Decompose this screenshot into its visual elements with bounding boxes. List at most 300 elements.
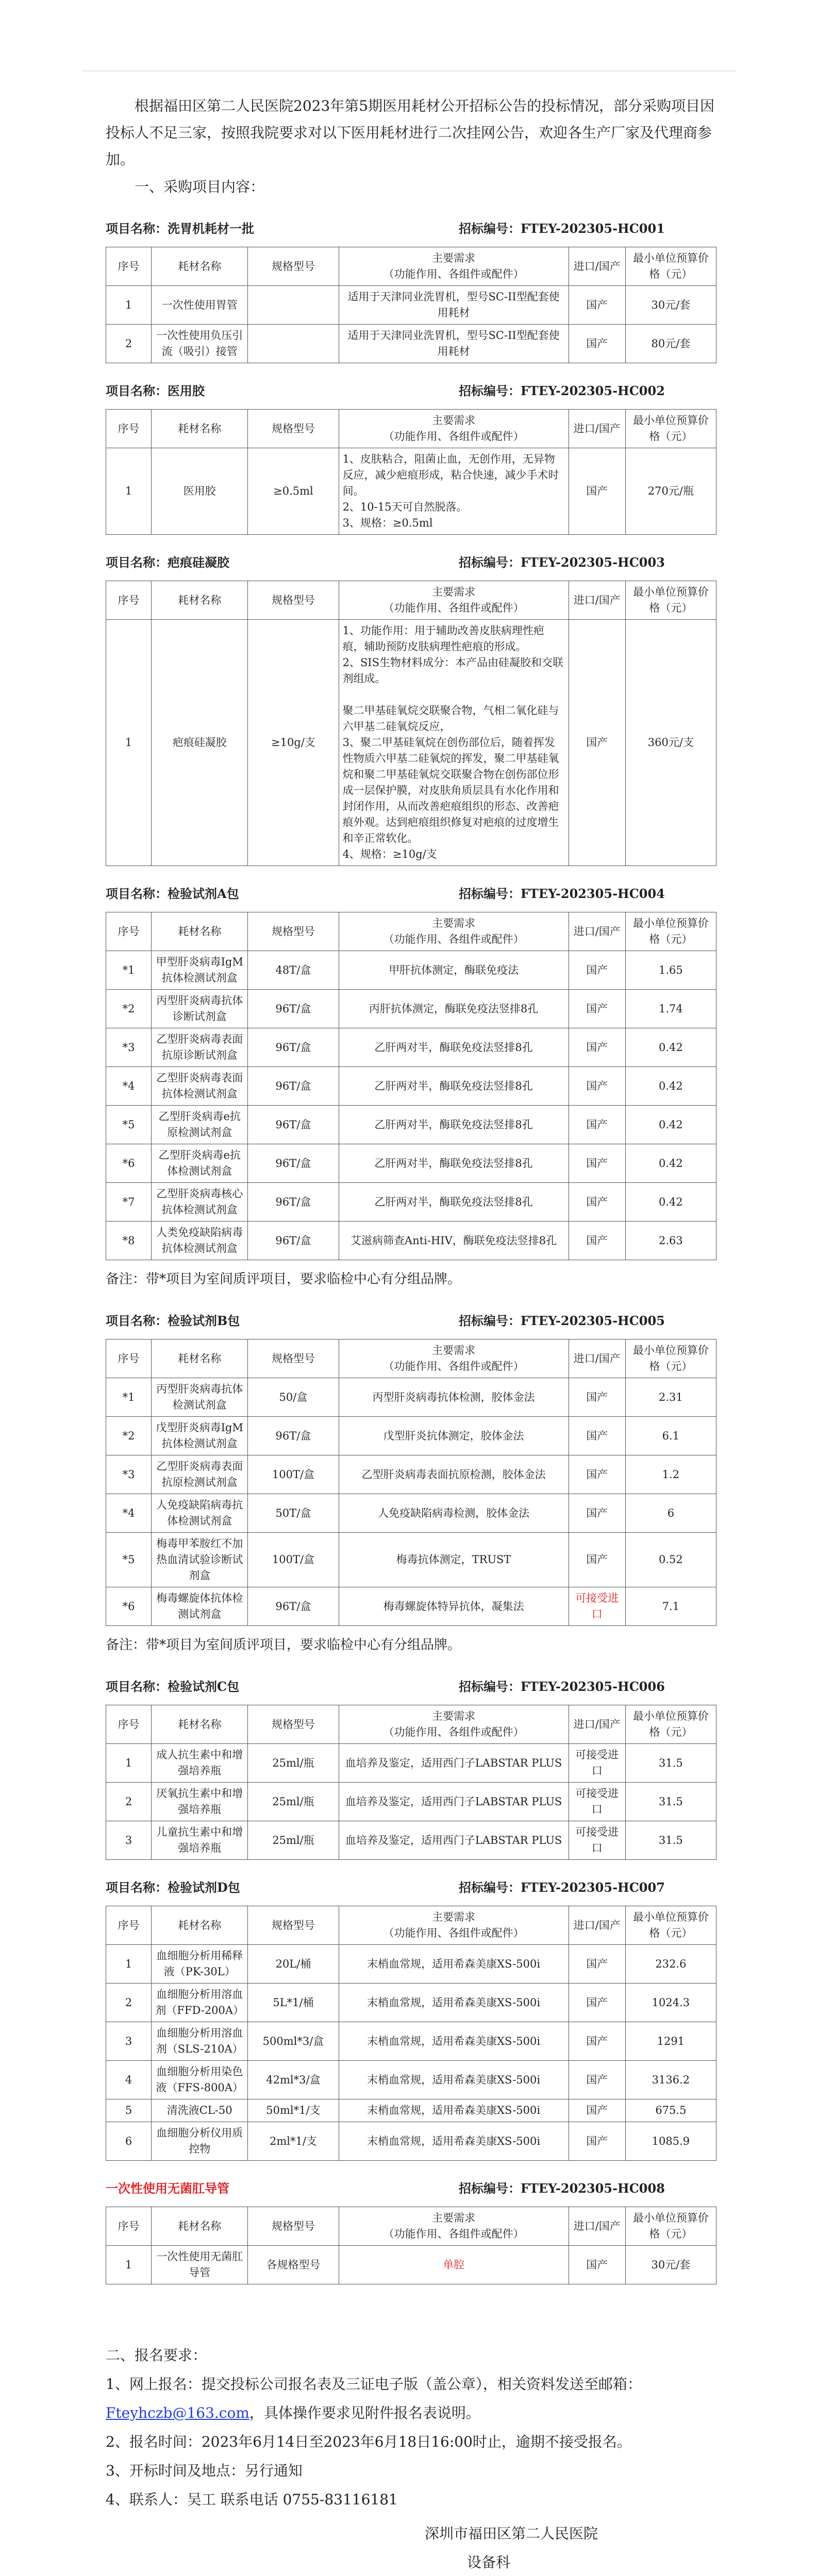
document-body bbox=[106, 93, 716, 2576]
column-header-price: 最小单位预算价格（元） bbox=[625, 912, 716, 951]
table-cell-spec: 50ml*1/支 bbox=[248, 2099, 339, 2122]
table-cell-req: 戊型肝炎抗体测定，胶体金法 bbox=[339, 1417, 569, 1455]
section-heading-1: 一、采购项目内容： bbox=[135, 178, 265, 195]
package-code: 招标编号：FTEY-202305-HC008 bbox=[459, 2181, 665, 2196]
table-cell-seq: 6 bbox=[106, 2122, 152, 2161]
table-cell-spec: 各规格型号 bbox=[248, 2246, 339, 2284]
table-cell-req: 人免疫缺陷病毒检测，胶体金法 bbox=[339, 1494, 569, 1533]
table-cell-spec: 25ml/瓶 bbox=[248, 1821, 339, 1860]
column-header-imp: 进口/国产 bbox=[569, 2207, 625, 2246]
table-cell-imp: 国产 bbox=[569, 620, 625, 866]
table-row bbox=[106, 1222, 716, 1260]
table-cell-name: 疤痕硅凝胶 bbox=[152, 620, 248, 866]
table-cell-spec: 2ml*1/支 bbox=[248, 2122, 339, 2161]
table-cell-price: 1.65 bbox=[625, 951, 716, 990]
table-cell-seq: 5 bbox=[106, 2099, 152, 2122]
table-cell-imp: 国产 bbox=[569, 2061, 625, 2099]
table-cell-name: 厌氧抗生素中和增强培养瓶 bbox=[152, 1783, 248, 1821]
table-cell-name: 乙型肝炎病毒e抗原检测试剂盒 bbox=[152, 1106, 248, 1144]
table-cell-imp: 国产 bbox=[569, 1028, 625, 1067]
table-header-row bbox=[106, 1340, 716, 1378]
package-header bbox=[106, 884, 716, 902]
table-cell-req: 血培养及鉴定，适用西门子LABSTAR PLUS bbox=[339, 1821, 569, 1860]
intro bbox=[106, 93, 716, 201]
table-cell-req: 艾滋病筛查Anti-HIV，酶联免疫法竖排8孔 bbox=[339, 1222, 569, 1260]
email-link[interactable]: Fteyhczb@163.com bbox=[106, 2404, 249, 2421]
package-note: 备注：带*项目为室间质评项目，要求临检中心有分组品牌。 bbox=[106, 1637, 461, 1653]
table-row bbox=[106, 1378, 716, 1417]
table-row bbox=[106, 1028, 716, 1067]
table-cell-req: 末梢血常规，适用希森美康XS-500i bbox=[339, 2022, 569, 2061]
table-row bbox=[106, 990, 716, 1028]
package-table bbox=[106, 2207, 716, 2284]
table-cell-name: 血细胞分析用染色液（FFS-800A） bbox=[152, 2061, 248, 2099]
table-header-row bbox=[106, 247, 716, 286]
column-header-price: 最小单位预算价格（元） bbox=[625, 1705, 716, 1744]
table-cell-price: 0.42 bbox=[625, 1106, 716, 1144]
column-header-imp: 进口/国产 bbox=[569, 1340, 625, 1378]
table-cell-imp: 可接受进口 bbox=[569, 1783, 625, 1821]
column-header-spec: 规格型号 bbox=[248, 410, 339, 448]
table-cell-imp: 国产 bbox=[569, 1533, 625, 1587]
table-row bbox=[106, 2061, 716, 2099]
package-table bbox=[106, 1339, 716, 1626]
table-cell-req: 末梢血常规，适用希森美康XS-500i bbox=[339, 1945, 569, 1984]
table-row bbox=[106, 325, 716, 363]
table-row bbox=[106, 1183, 716, 1222]
table-cell-spec: 48T/盒 bbox=[248, 951, 339, 990]
table-cell-price: 1.2 bbox=[625, 1455, 716, 1494]
table-cell-spec: 96T/盒 bbox=[248, 1183, 339, 1222]
table-cell-spec: 25ml/瓶 bbox=[248, 1744, 339, 1783]
table-cell-req: 适用于天津同业洗胃机，型号SC-II型配套使用耗材 bbox=[339, 325, 569, 363]
table-row bbox=[106, 620, 716, 866]
table-cell-seq: *1 bbox=[106, 951, 152, 990]
table-cell-req: 乙肝两对半，酶联免疫法竖排8孔 bbox=[339, 1183, 569, 1222]
table-cell-req: 乙肝两对半，酶联免疫法竖排8孔 bbox=[339, 1106, 569, 1144]
table-cell-spec: 25ml/瓶 bbox=[248, 1783, 339, 1821]
table-cell-seq: *6 bbox=[106, 1144, 152, 1183]
table-cell-seq: *2 bbox=[106, 1417, 152, 1455]
table-cell-price: 270元/瓶 bbox=[625, 448, 716, 535]
table-cell-spec: 96T/盒 bbox=[248, 990, 339, 1028]
table-cell-seq: *8 bbox=[106, 1222, 152, 1260]
table-cell-imp: 可接受进口 bbox=[569, 1821, 625, 1860]
table-cell-seq: *5 bbox=[106, 1533, 152, 1587]
signature-org: 深圳市福田区第二人民医院 bbox=[424, 2525, 598, 2542]
column-header-name: 耗材名称 bbox=[152, 581, 248, 620]
table-cell-price: 30元/套 bbox=[625, 286, 716, 325]
table-cell-req: 1、皮肤粘合，阻菌止血，无创作用，无异物反应，减少疤痕形成，粘合快速，减少手术时间。 2、10-15天可自然脱落。 3、规格：≥0.5ml bbox=[339, 448, 569, 535]
table-cell-req: 1、功能作用：用于辅助改善皮肤病理性疤痕，辅助预防皮肤病理性疤痕的形成。 2、SIS生物材料成分：本产品由硅凝胶和交联剂组成。 聚二甲基硅氧烷交联聚合物，气相二氧化硅与六甲基二硅氧烷反应， 3、聚二甲基硅氧烷在创伤部位后，随着挥发性物质六甲基二硅氧烷的挥发，聚二甲基硅氧烷和聚二甲基硅氧烷交联聚合物在创伤部位形成一层保护膜，对皮肤角质层具有水化作用和封闭作用，从而改善疤痕组织的形态、改善疤痕外观。达到疤痕组织修复对疤痕的过度增生和辛正常软化。 4、规格：≥10g/支 bbox=[339, 620, 569, 866]
table-cell-imp: 国产 bbox=[569, 990, 625, 1028]
package-table bbox=[106, 409, 716, 535]
column-header-name: 耗材名称 bbox=[152, 912, 248, 951]
column-header-req: 主要需求 （功能作用、各组件或配件） bbox=[339, 912, 569, 951]
table-cell-price: 80元/套 bbox=[625, 325, 716, 363]
package-code: 招标编号：FTEY-202305-HC006 bbox=[459, 1679, 665, 1694]
table-cell-seq: *3 bbox=[106, 1455, 152, 1494]
package-header bbox=[106, 1311, 716, 1329]
table-cell-imp: 国产 bbox=[569, 2122, 625, 2161]
table-cell-imp: 国产 bbox=[569, 1106, 625, 1144]
table-cell-price: 6.1 bbox=[625, 1417, 716, 1455]
column-header-req: 主要需求 （功能作用、各组件或配件） bbox=[339, 247, 569, 286]
table-cell-imp: 国产 bbox=[569, 286, 625, 325]
table-cell-seq: 4 bbox=[106, 2061, 152, 2099]
table-cell-req: 末梢血常规，适用希森美康XS-500i bbox=[339, 1984, 569, 2022]
table-cell-price: 0.42 bbox=[625, 1144, 716, 1183]
table-cell-req: 甲肝抗体测定，酶联免疫法 bbox=[339, 951, 569, 990]
table-cell-name: 乙型肝炎病毒e抗体检测试剂盒 bbox=[152, 1144, 248, 1183]
table-cell-req: 梅毒螺旋体特异抗体，凝集法 bbox=[339, 1587, 569, 1626]
package-code: 招标编号：FTEY-202305-HC004 bbox=[459, 886, 665, 901]
table-cell-spec: 96T/盒 bbox=[248, 1067, 339, 1106]
column-header-spec: 规格型号 bbox=[248, 1906, 339, 1945]
column-header-seq: 序号 bbox=[106, 247, 152, 286]
column-header-seq: 序号 bbox=[106, 581, 152, 620]
column-header-name: 耗材名称 bbox=[152, 1705, 248, 1744]
column-header-name: 耗材名称 bbox=[152, 1906, 248, 1945]
column-header-name: 耗材名称 bbox=[152, 1340, 248, 1378]
table-cell-imp: 可接受进口 bbox=[569, 1587, 625, 1626]
table-cell-req: 末梢血常规，适用希森美康XS-500i bbox=[339, 2099, 569, 2122]
package-table bbox=[106, 1705, 716, 1860]
table-cell-name: 乙型肝炎病毒核心抗体检测试剂盒 bbox=[152, 1183, 248, 1222]
package-code: 招标编号：FTEY-202305-HC003 bbox=[459, 555, 665, 570]
table-cell-price: 232.6 bbox=[625, 1945, 716, 1984]
package-title: 一次性使用无菌肛导管 bbox=[106, 2181, 229, 2196]
table-cell-price: 7.1 bbox=[625, 1587, 716, 1626]
table-cell-req: 丙肝抗体测定，酶联免疫法竖排8孔 bbox=[339, 990, 569, 1028]
package-title: 项目名称：检验试剂B包 bbox=[106, 1313, 240, 1328]
column-header-req: 主要需求 （功能作用、各组件或配件） bbox=[339, 1705, 569, 1744]
column-header-spec: 规格型号 bbox=[248, 581, 339, 620]
column-header-imp: 进口/国产 bbox=[569, 247, 625, 286]
table-cell-imp: 国产 bbox=[569, 325, 625, 363]
table-cell-seq: 1 bbox=[106, 286, 152, 325]
table-row bbox=[106, 1945, 716, 1984]
table-cell-name: 乙型肝炎病毒表面抗原检测试剂盒 bbox=[152, 1455, 248, 1494]
table-header-row bbox=[106, 581, 716, 620]
column-header-req: 主要需求 （功能作用、各组件或配件） bbox=[339, 410, 569, 448]
table-cell-spec: 20L/桶 bbox=[248, 1945, 339, 1984]
table-cell-req: 适用于天津同业洗胃机，型号SC-II型配套使用耗材 bbox=[339, 286, 569, 325]
table-cell-imp: 国产 bbox=[569, 2246, 625, 2284]
table-cell-seq: 1 bbox=[106, 1744, 152, 1783]
table-cell-spec: 500ml*3/盒 bbox=[248, 2022, 339, 2061]
table-cell-req: 末梢血常规，适用希森美康XS-500i bbox=[339, 2122, 569, 2161]
requirements bbox=[106, 2341, 716, 2576]
column-header-req: 主要需求 （功能作用、各组件或配件） bbox=[339, 2207, 569, 2246]
column-header-price: 最小单位预算价格（元） bbox=[625, 247, 716, 286]
column-header-imp: 进口/国产 bbox=[569, 1906, 625, 1945]
requirement-3: 3、开标时间及地点：另行通知 bbox=[106, 2462, 303, 2479]
package-header bbox=[106, 552, 716, 570]
table-cell-spec: 100T/盒 bbox=[248, 1533, 339, 1587]
table-row bbox=[106, 1821, 716, 1860]
table-cell-spec: 96T/盒 bbox=[248, 1106, 339, 1144]
table-cell-price: 1024.3 bbox=[625, 1984, 716, 2022]
package-title: 项目名称：检验试剂C包 bbox=[106, 1679, 240, 1694]
table-row bbox=[106, 1067, 716, 1106]
table-cell-spec bbox=[248, 286, 339, 325]
table-cell-name: 丙型肝炎病毒抗体检测试剂盒 bbox=[152, 1378, 248, 1417]
package-list bbox=[106, 218, 716, 2284]
table-cell-imp: 国产 bbox=[569, 1417, 625, 1455]
package-code: 招标编号：FTEY-202305-HC005 bbox=[459, 1313, 665, 1328]
package-header bbox=[106, 2178, 716, 2196]
table-cell-name: 人类免疫缺陷病毒抗体检测试剂盒 bbox=[152, 1222, 248, 1260]
column-header-req: 主要需求 （功能作用、各组件或配件） bbox=[339, 1906, 569, 1945]
table-header-row bbox=[106, 1705, 716, 1744]
column-header-seq: 序号 bbox=[106, 1340, 152, 1378]
column-header-name: 耗材名称 bbox=[152, 410, 248, 448]
table-cell-seq: 2 bbox=[106, 325, 152, 363]
table-cell-name: 乙型肝炎病毒表面抗原诊断试剂盒 bbox=[152, 1028, 248, 1067]
table-cell-spec: 96T/盒 bbox=[248, 1417, 339, 1455]
package-table bbox=[106, 247, 716, 363]
table-cell-seq: 1 bbox=[106, 620, 152, 866]
table-row bbox=[106, 1144, 716, 1183]
top-divider bbox=[82, 70, 736, 72]
section-heading-2: 二、报名要求： bbox=[106, 2347, 207, 2364]
column-header-price: 最小单位预算价格（元） bbox=[625, 581, 716, 620]
package-header bbox=[106, 1676, 716, 1694]
table-row bbox=[106, 2022, 716, 2061]
table-cell-seq: 1 bbox=[106, 2246, 152, 2284]
table-cell-name: 乙型肝炎病毒表面抗体检测试剂盒 bbox=[152, 1067, 248, 1106]
column-header-seq: 序号 bbox=[106, 1906, 152, 1945]
table-cell-req: 乙肝两对半，酶联免疫法竖排8孔 bbox=[339, 1028, 569, 1067]
table-row bbox=[106, 1744, 716, 1783]
column-header-seq: 序号 bbox=[106, 410, 152, 448]
column-header-seq: 序号 bbox=[106, 1705, 152, 1744]
table-cell-imp: 国产 bbox=[569, 2099, 625, 2122]
column-header-spec: 规格型号 bbox=[248, 1340, 339, 1378]
package-header bbox=[106, 1877, 716, 1895]
table-cell-name: 梅毒螺旋体抗体检测试剂盒 bbox=[152, 1587, 248, 1626]
package-code: 招标编号：FTEY-202305-HC007 bbox=[459, 1880, 665, 1895]
table-header-row bbox=[106, 410, 716, 448]
table-cell-seq: *7 bbox=[106, 1183, 152, 1222]
column-header-spec: 规格型号 bbox=[248, 2207, 339, 2246]
table-cell-spec: 100T/盒 bbox=[248, 1455, 339, 1494]
table-cell-req: 末梢血常规，适用希森美康XS-500i bbox=[339, 2061, 569, 2099]
table-cell-imp: 国产 bbox=[569, 1067, 625, 1106]
table-cell-seq: 3 bbox=[106, 1821, 152, 1860]
package-table bbox=[106, 1906, 716, 2161]
column-header-price: 最小单位预算价格（元） bbox=[625, 1906, 716, 1945]
table-cell-name: 一次性使用负压引流（吸引）接管 bbox=[152, 325, 248, 363]
table-row bbox=[106, 2099, 716, 2122]
table-cell-price: 1291 bbox=[625, 2022, 716, 2061]
table-cell-imp: 国产 bbox=[569, 1494, 625, 1533]
table-cell-imp: 国产 bbox=[569, 2022, 625, 2061]
table-cell-seq: 2 bbox=[106, 1984, 152, 2022]
table-cell-price: 6 bbox=[625, 1494, 716, 1533]
table-cell-seq: 1 bbox=[106, 1945, 152, 1984]
table-cell-imp: 国产 bbox=[569, 1945, 625, 1984]
table-cell-spec: 96T/盒 bbox=[248, 1028, 339, 1067]
table-cell-spec: 96T/盒 bbox=[248, 1587, 339, 1626]
table-row bbox=[106, 2246, 716, 2284]
table-cell-seq: 2 bbox=[106, 1783, 152, 1821]
column-header-req: 主要需求 （功能作用、各组件或配件） bbox=[339, 1340, 569, 1378]
package-code: 招标编号：FTEY-202305-HC001 bbox=[459, 221, 665, 236]
table-cell-name: 血细胞分析用溶血剂（FFD-200A） bbox=[152, 1984, 248, 2022]
table-cell-req: 梅毒抗体测定，TRUST bbox=[339, 1533, 569, 1587]
signature-dept: 设备科 bbox=[466, 2554, 510, 2571]
table-cell-name: 儿童抗生素中和增强培养瓶 bbox=[152, 1821, 248, 1860]
table-row bbox=[106, 1106, 716, 1144]
table-row bbox=[106, 951, 716, 990]
table-cell-price: 0.52 bbox=[625, 1533, 716, 1587]
table-cell-imp: 国产 bbox=[569, 1378, 625, 1417]
table-cell-name: 人免疫缺陷病毒抗体检测试剂盒 bbox=[152, 1494, 248, 1533]
package-note: 备注：带*项目为室间质评项目，要求临检中心有分组品牌。 bbox=[106, 1272, 461, 1287]
table-cell-price: 1.74 bbox=[625, 990, 716, 1028]
package-code: 招标编号：FTEY-202305-HC002 bbox=[459, 383, 665, 398]
package-title: 项目名称：医用胶 bbox=[106, 383, 205, 398]
column-header-imp: 进口/国产 bbox=[569, 410, 625, 448]
table-cell-imp: 国产 bbox=[569, 1183, 625, 1222]
column-header-price: 最小单位预算价格（元） bbox=[625, 410, 716, 448]
package-header bbox=[106, 218, 716, 236]
table-cell-price: 3136.2 bbox=[625, 2061, 716, 2099]
table-row bbox=[106, 1587, 716, 1626]
package-title: 项目名称：洗胃机耗材一批 bbox=[106, 221, 254, 236]
table-cell-imp: 国产 bbox=[569, 1984, 625, 2022]
table-cell-spec: 50T/盒 bbox=[248, 1494, 339, 1533]
package-title: 项目名称：疤痕硅凝胶 bbox=[106, 555, 229, 570]
table-cell-price: 1085.9 bbox=[625, 2122, 716, 2161]
column-header-imp: 进口/国产 bbox=[569, 581, 625, 620]
table-row bbox=[106, 1455, 716, 1494]
column-header-imp: 进口/国产 bbox=[569, 1705, 625, 1744]
table-cell-price: 30元/套 bbox=[625, 2246, 716, 2284]
table-cell-seq: 1 bbox=[106, 448, 152, 535]
package-title: 项目名称：检验试剂A包 bbox=[106, 886, 239, 901]
table-cell-name: 梅毒甲苯胺红不加热血清试验诊断试剂盒 bbox=[152, 1533, 248, 1587]
table-cell-price: 31.5 bbox=[625, 1821, 716, 1860]
table-cell-seq: *5 bbox=[106, 1106, 152, 1144]
table-cell-seq: *2 bbox=[106, 990, 152, 1028]
table-cell-spec: 42ml*3/盒 bbox=[248, 2061, 339, 2099]
table-row bbox=[106, 1984, 716, 2022]
table-cell-req: 乙型肝炎病毒表面抗原检测，胶体金法 bbox=[339, 1455, 569, 1494]
column-header-seq: 序号 bbox=[106, 2207, 152, 2246]
table-row bbox=[106, 286, 716, 325]
table-cell-price: 2.63 bbox=[625, 1222, 716, 1260]
table-cell-price: 0.42 bbox=[625, 1028, 716, 1067]
table-cell-name: 清洗液CL-50 bbox=[152, 2099, 248, 2122]
table-cell-imp: 国产 bbox=[569, 1222, 625, 1260]
table-cell-name: 一次性使用胃管 bbox=[152, 286, 248, 325]
table-cell-imp: 国产 bbox=[569, 1144, 625, 1183]
table-cell-seq: *3 bbox=[106, 1028, 152, 1067]
column-header-req: 主要需求 （功能作用、各组件或配件） bbox=[339, 581, 569, 620]
table-cell-spec bbox=[248, 325, 339, 363]
table-cell-price: 675.5 bbox=[625, 2099, 716, 2122]
table-header-row bbox=[106, 912, 716, 951]
table-cell-imp: 国产 bbox=[569, 1455, 625, 1494]
table-cell-spec: 5L*1/桶 bbox=[248, 1984, 339, 2022]
table-row bbox=[106, 2122, 716, 2161]
table-cell-req: 乙肝两对半，酶联免疫法竖排8孔 bbox=[339, 1067, 569, 1106]
table-cell-req: 血培养及鉴定，适用西门子LABSTAR PLUS bbox=[339, 1783, 569, 1821]
table-cell-req: 单腔 bbox=[339, 2246, 569, 2284]
column-header-spec: 规格型号 bbox=[248, 1705, 339, 1744]
table-cell-name: 血细胞分析用稀释液（PK-30L） bbox=[152, 1945, 248, 1984]
package-table bbox=[106, 912, 716, 1260]
column-header-spec: 规格型号 bbox=[248, 247, 339, 286]
table-cell-seq: *1 bbox=[106, 1378, 152, 1417]
table-cell-req: 血培养及鉴定，适用西门子LABSTAR PLUS bbox=[339, 1744, 569, 1783]
table-cell-seq: *6 bbox=[106, 1587, 152, 1626]
column-header-seq: 序号 bbox=[106, 912, 152, 951]
column-header-spec: 规格型号 bbox=[248, 912, 339, 951]
package-title: 项目名称：检验试剂D包 bbox=[106, 1880, 240, 1895]
table-cell-name: 成人抗生素中和增强培养瓶 bbox=[152, 1744, 248, 1783]
requirement-2: 2、报名时间：2023年6月14日至2023年6月18日16:00时止，逾期不接受报名。 bbox=[106, 2433, 631, 2450]
table-cell-imp: 国产 bbox=[569, 448, 625, 535]
intro-paragraph: 根据福田区第二人民医院2023年第5期医用耗材公开招标公告的投标情况，部分采购项目因投标人不足三家，按照我院要求对以下医用耗材进行二次挂网公告，欢迎各生产厂家及代理商参加。 bbox=[106, 97, 715, 168]
table-cell-price: 31.5 bbox=[625, 1783, 716, 1821]
table-cell-req: 乙肝两对半，酶联免疫法竖排8孔 bbox=[339, 1144, 569, 1183]
table-cell-price: 0.42 bbox=[625, 1183, 716, 1222]
table-cell-req: 丙型肝炎病毒抗体检测，胶体金法 bbox=[339, 1378, 569, 1417]
table-cell-seq: *4 bbox=[106, 1067, 152, 1106]
table-cell-spec: 96T/盒 bbox=[248, 1144, 339, 1183]
table-row bbox=[106, 1783, 716, 1821]
column-header-name: 耗材名称 bbox=[152, 2207, 248, 2246]
table-cell-price: 360元/支 bbox=[625, 620, 716, 866]
table-cell-name: 一次性使用无菌肛导管 bbox=[152, 2246, 248, 2284]
table-row bbox=[106, 1494, 716, 1533]
table-cell-name: 血细胞分析仪用质控物 bbox=[152, 2122, 248, 2161]
column-header-imp: 进口/国产 bbox=[569, 912, 625, 951]
table-header-row bbox=[106, 1906, 716, 1945]
column-header-price: 最小单位预算价格（元） bbox=[625, 2207, 716, 2246]
table-header-row bbox=[106, 2207, 716, 2246]
table-cell-name: 医用胶 bbox=[152, 448, 248, 535]
table-cell-price: 0.42 bbox=[625, 1067, 716, 1106]
table-cell-price: 31.5 bbox=[625, 1744, 716, 1783]
table-cell-spec: ≥10g/支 bbox=[248, 620, 339, 866]
table-row bbox=[106, 1417, 716, 1455]
table-row bbox=[106, 448, 716, 535]
requirement-1: 1、网上报名：提交投标公司报名表及三证电子版（盖公章），相关资料发送至邮箱：Fteyhczb@163.com，具体操作要求见附件报名表说明。 bbox=[106, 2376, 642, 2421]
table-cell-spec: 96T/盒 bbox=[248, 1222, 339, 1260]
package-table bbox=[106, 581, 716, 866]
table-cell-price: 2.31 bbox=[625, 1378, 716, 1417]
table-cell-spec: ≥0.5ml bbox=[248, 448, 339, 535]
package-header bbox=[106, 381, 716, 399]
table-cell-imp: 可接受进口 bbox=[569, 1744, 625, 1783]
table-row bbox=[106, 1533, 716, 1587]
table-cell-imp: 国产 bbox=[569, 951, 625, 990]
table-cell-name: 甲型肝炎病毒IgM抗体检测试剂盒 bbox=[152, 951, 248, 990]
table-cell-seq: 3 bbox=[106, 2022, 152, 2061]
requirement-4: 4、联系人：吴工 联系电话 0755-83116181 bbox=[106, 2491, 398, 2508]
table-cell-seq: *4 bbox=[106, 1494, 152, 1533]
table-cell-spec: 50/盒 bbox=[248, 1378, 339, 1417]
column-header-name: 耗材名称 bbox=[152, 247, 248, 286]
table-cell-name: 丙型肝炎病毒抗体诊断试剂盒 bbox=[152, 990, 248, 1028]
column-header-price: 最小单位预算价格（元） bbox=[625, 1340, 716, 1378]
table-cell-name: 血细胞分析用溶血剂（SLS-210A） bbox=[152, 2022, 248, 2061]
